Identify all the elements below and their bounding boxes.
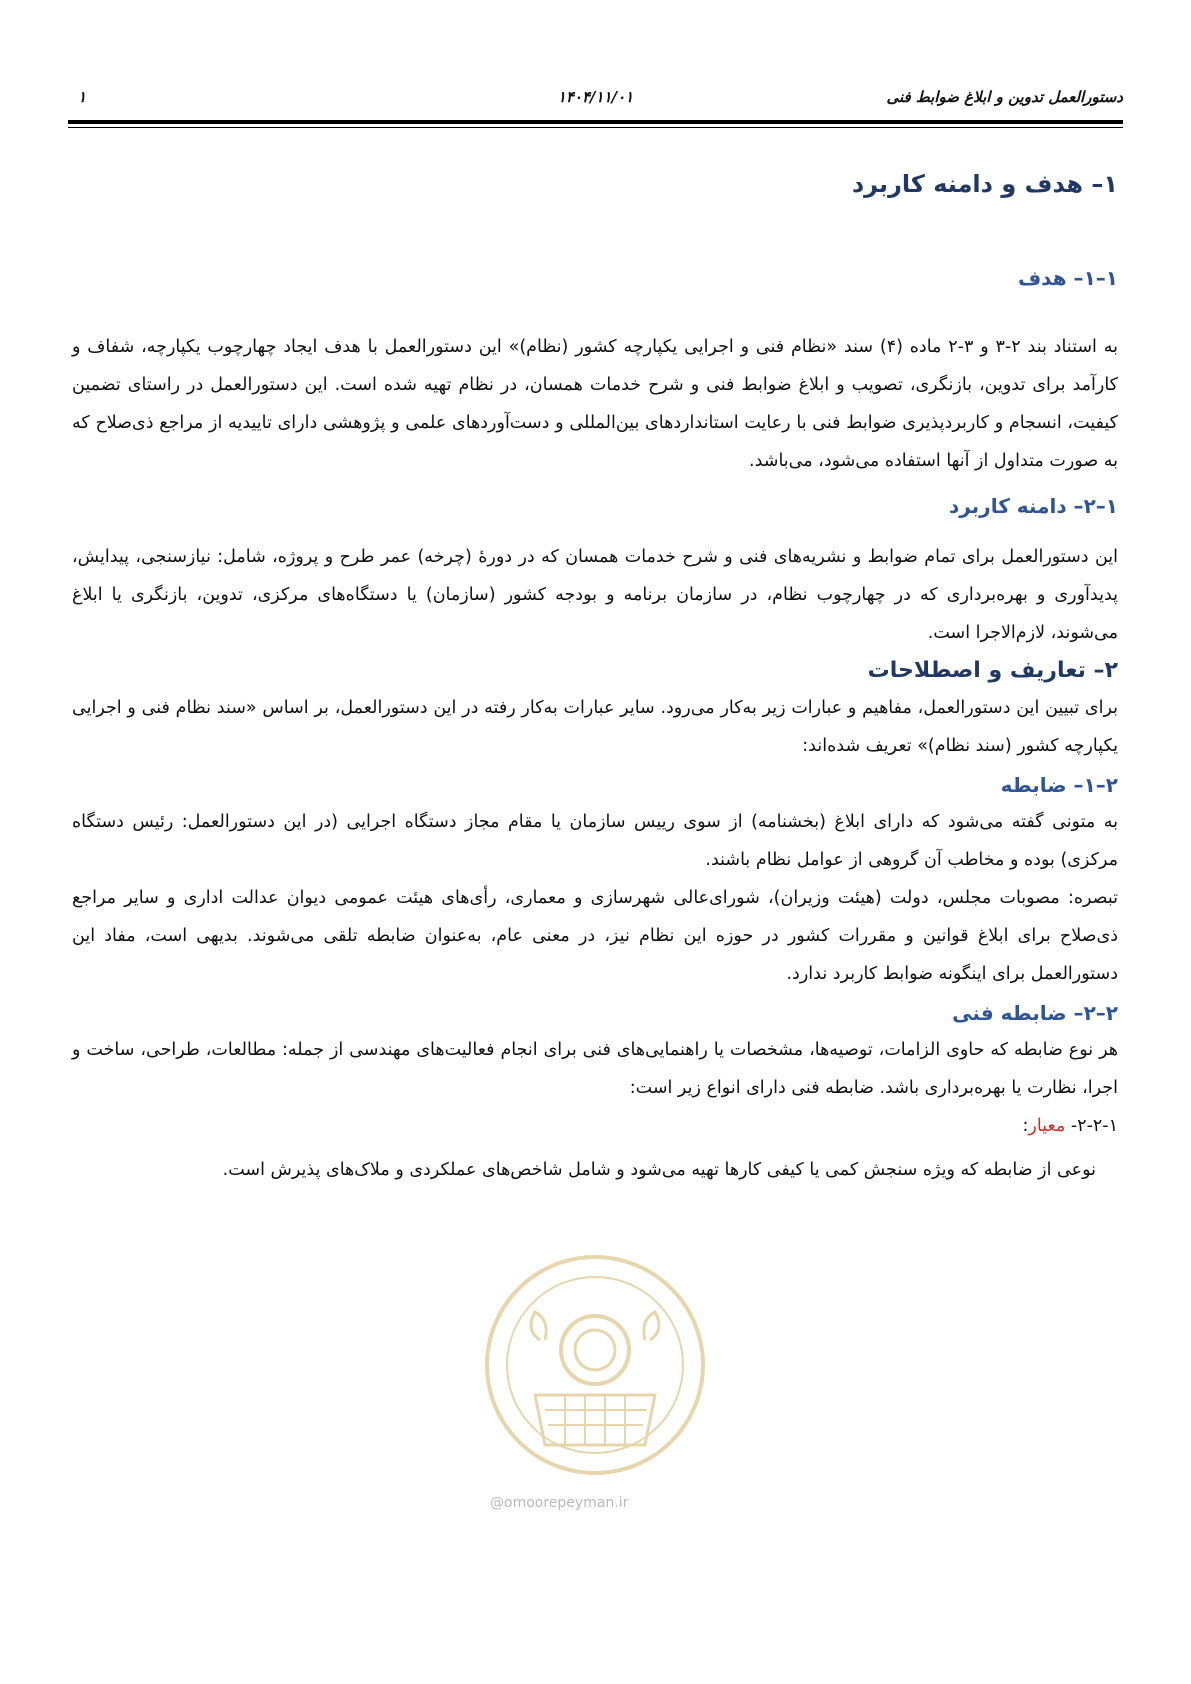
section-2-1-heading: ۲–۱– ضابطه [1000, 773, 1118, 797]
document-body [72, 170, 1118, 1189]
section-1-2-text: این دستورالعمل برای تمام ضوابط و نشریه‌های فنی و شرح خدمات همسان که در دورۀ (چرخه) عمر طرح و پروژه، شامل: نیازسنجی، پیدایش، پدیدآوری و بهره‌برداری که در چهارچوب نظام، در سازمان برنامه و بودجه کشور (سازمان) یا دستگاه‌های مرکزی، تدوین، بازنگری یا ابلاغ می‌شوند، لازم‌الاجرا است. [72, 547, 1118, 643]
section-1-2-heading: ۱–۲– دامنه کاربرد [948, 494, 1118, 518]
section-1-heading: ۱– هدف و دامنه کاربرد [851, 170, 1118, 198]
section-1-1-text: به استناد بند ۲-۳ و ۳-۲ ماده (۴) سند «نظام فنی و اجرایی یکپارچه کشور (نظام)» این دستورالعمل با هدف ایجاد چهارچوب یکپارچه، شفاف و کارآمد برای تدوین، بازنگری، تصویب و ابلاغ ضوابط فنی و شرح خدمات همسان، در نظام تهیه شده است. این دستورالعمل در راستای تضمین کیفیت، انسجام و کاربردپذیری ضوابط فنی با رعایت استانداردهای بین‌المللی و دست‌آوردهای علمی و پژوهشی دارای تاییدیه از مراجع ذی‌صلاح که به صورت متداول از آنها استفاده می‌شود، می‌باشد. [72, 337, 1118, 471]
watermark-seal-icon [475, 1245, 715, 1485]
section-1-1-heading: ۱–۱– هدف [1017, 266, 1118, 290]
section-2-1-note: تبصره: مصوبات مجلس، دولت (هیئت وزیران)، شورای‌عالی شهرسازی و معماری، رأی‌های هیئت عمومی دیوان عدالت اداری و سایر مراجع ذی‌صلاح برای ابلاغ قوانین و مقررات کشور در حوزه این نظام نیز، در معنی عام، به‌عنوان ضابطه تلقی می‌شوند. بدیهی است، مفاد این دستورالعمل برای اینگونه ضوابط کاربرد ندارد. [72, 888, 1118, 984]
section-2-2-1-label [72, 1107, 1118, 1145]
section-2-1-text: به متونی گفته می‌شود که دارای ابلاغ (بخشنامه) از سوی رییس سازمان یا مقام مجاز دستگاه اجرایی (در این دستورالعمل: رئیس دستگاه مرکزی) بوده و مخاطب آن گروهی از عوامل نظام باشند. [72, 812, 1118, 870]
header-title: دستورالعمل تدوین و ابلاغ ضوابط فنی [886, 88, 1123, 106]
page-number: ۱ [78, 88, 87, 106]
watermark-text: @omoorepeyman.ir [490, 1495, 629, 1511]
item-label: معیار [1028, 1116, 1066, 1136]
section-2-2-1-text: نوعی از ضابطه که ویژه سنجش کمی یا کیفی کارها تهیه می‌شود و شامل شاخص‌های عملکردی و ملاک‌های پذیرش است. [222, 1160, 1096, 1180]
header-date: ۱۴۰۴/۱۱/۰۱ [557, 88, 634, 106]
header-rule-thin [68, 127, 1123, 128]
section-2-heading: ۲– تعاریف و اصطلاحات [867, 658, 1118, 683]
page-header [68, 88, 1123, 114]
header-rule-thick [68, 120, 1123, 124]
section-2-2-heading: ۲–۲– ضابطه فنی [952, 1001, 1118, 1025]
section-2-2-text: هر نوع ضابطه که حاوی الزامات، توصیه‌ها، مشخصات یا راهنمایی‌های فنی برای انجام فعالیت‌های مهندسی از جمله: مطالعات، طراحی، ساخت و اجرا، نظارت یا بهره‌برداری باشد. ضابطه فنی دارای انواع زیر است: [72, 1040, 1118, 1098]
section-2-intro: برای تبیین این دستورالعمل، مفاهیم و عبارات زیر به‌کار می‌رود. سایر عبارات به‌کار رفته در این دستورالعمل، بر اساس «سند نظام فنی و اجرایی یکپارچه کشور (سند نظام)» تعریف شده‌اند: [72, 698, 1118, 756]
item-number: ۲-۲-۱- [1070, 1116, 1118, 1136]
item-colon: : [1022, 1116, 1029, 1136]
